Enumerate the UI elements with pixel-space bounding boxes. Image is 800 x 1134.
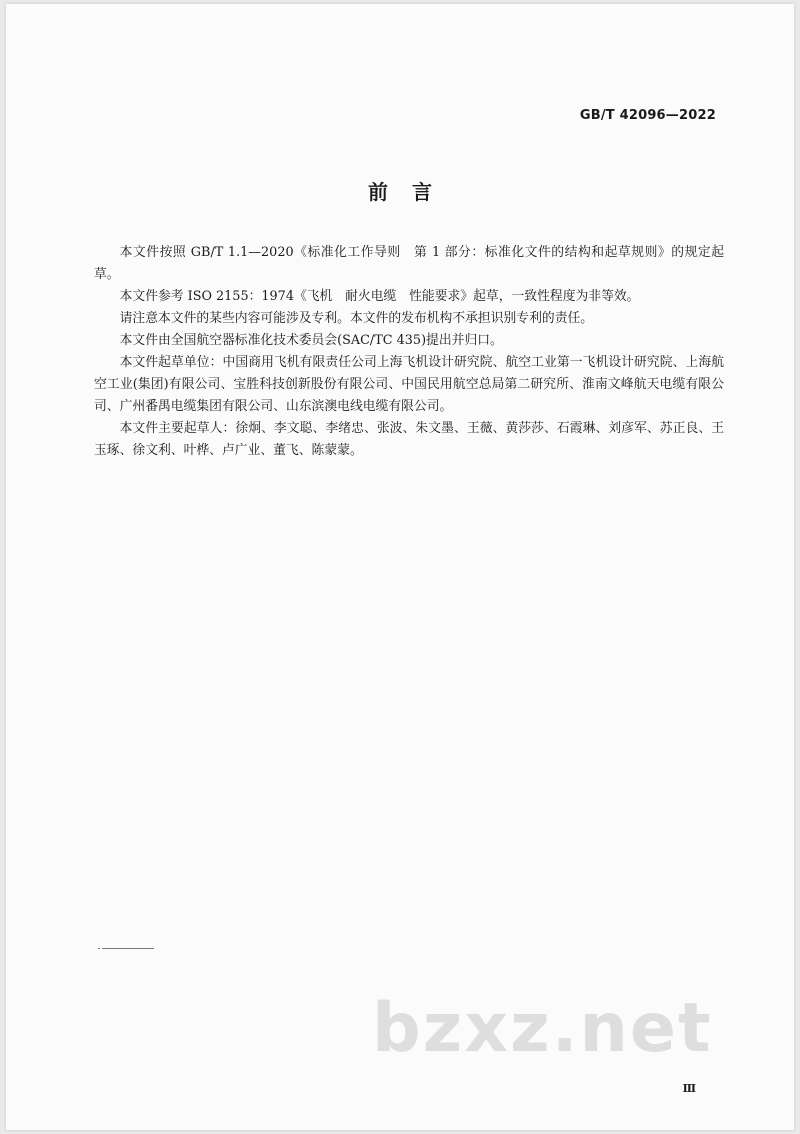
paragraph-drafting-rules: 本文件按照 GB/T 1.1—2020《标准化工作导则 第 1 部分：标准化文件的结构和起草规则》的规定起草。 xyxy=(94,245,724,282)
standard-code: GB/T 42096—2022 xyxy=(579,108,716,123)
page-title: 前言 xyxy=(368,180,456,204)
footnote-divider xyxy=(102,948,154,949)
paragraph-reference-iso: 本文件参考 ISO 2155：1974《飞机 耐火电缆 性能要求》起草，一致性程度为非等效。 xyxy=(119,289,640,304)
paragraph-committee: 本文件由全国航空器标准化技术委员会(SAC/TC 435)提出并归口。 xyxy=(119,333,503,348)
paragraph-drafting-units: 本文件起草单位：中国商用飞机有限责任公司上海飞机设计研究院、航空工业第一飞机设计研究院、上海航空工业(集团)有限公司、宝胜科技创新股份有限公司、中国民用航空总局第二研究所、淮南文峰航天电缆有限公司、广州番禺电缆集团有限公司、山东滨澳电线电缆有限公司。 xyxy=(94,355,724,414)
paragraph-patent-notice: 请注意本文件的某些内容可能涉及专利。本文件的发布机构不承担识别专利的责任。 xyxy=(119,311,594,326)
document-page xyxy=(6,4,794,1130)
watermark-logo: bzxz.net xyxy=(372,989,713,1068)
paragraph-drafters: 本文件主要起草人：徐炯、李文聪、李绪忠、张波、朱文墨、王薇、黄莎莎、石霞琳、刘彦军、苏正良、王玉琢、徐文利、叶桦、卢广业、董飞、陈蒙蒙。 xyxy=(94,421,724,458)
preface-body xyxy=(94,242,724,462)
page-number: Ⅲ xyxy=(682,1082,696,1095)
